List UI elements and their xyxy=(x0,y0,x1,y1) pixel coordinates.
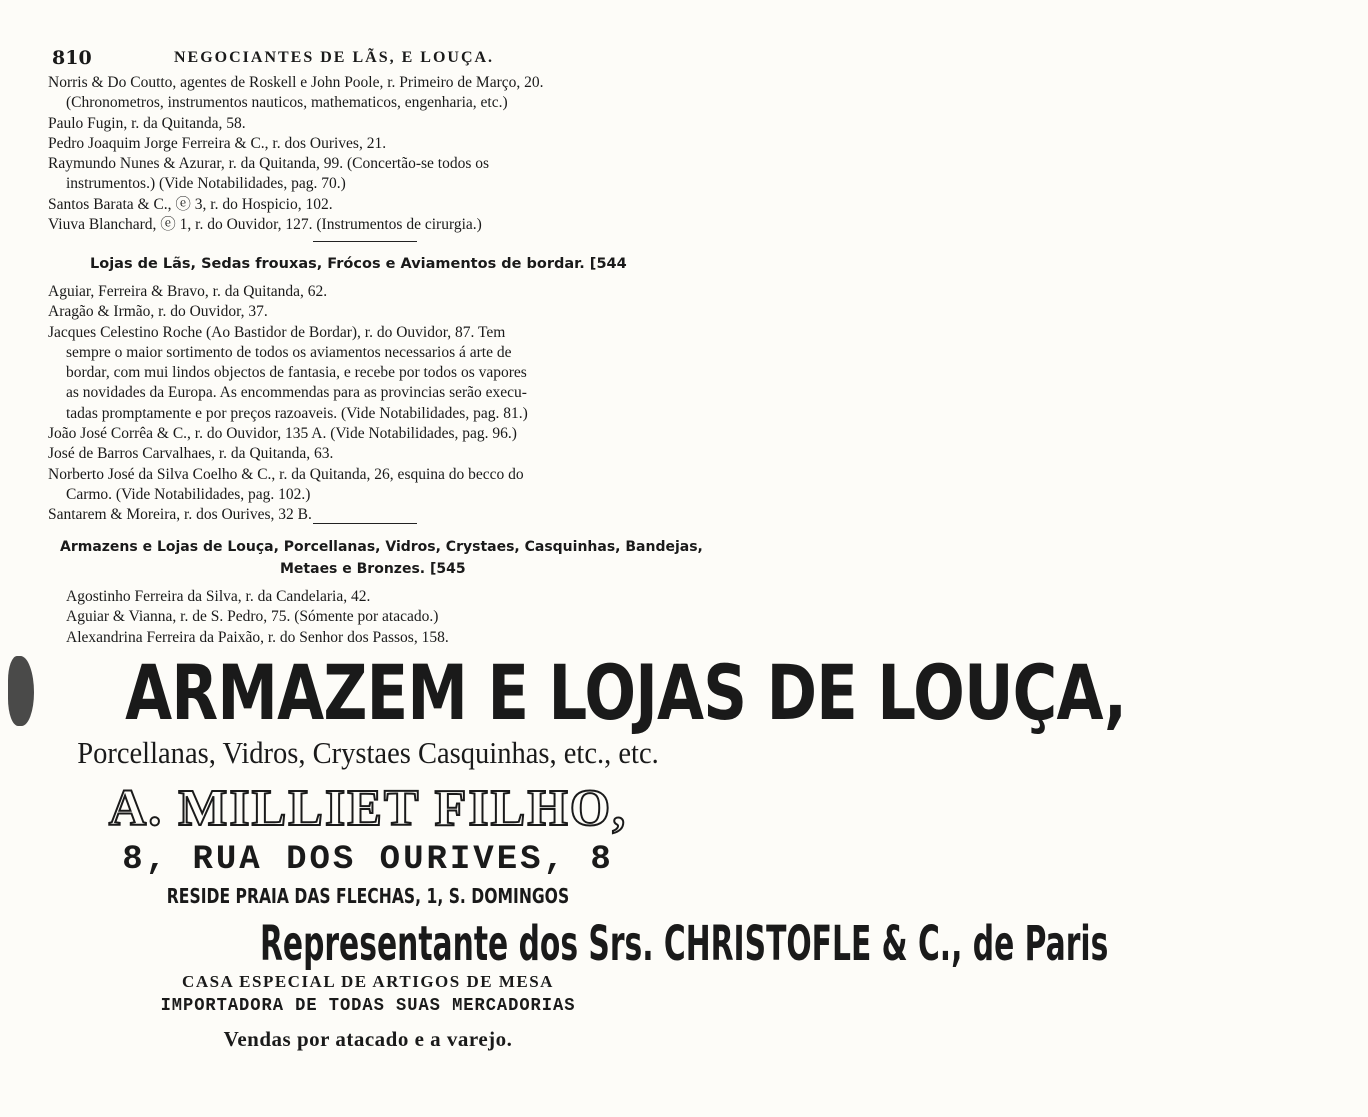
directory-entry-line: Jacques Celestino Roche (Ao Bastidor de Bordar), r. do Ouvidor, 87. Tem xyxy=(48,323,506,341)
page-number: 810 xyxy=(52,47,92,69)
directory-entry-line: Viuva Blanchard, ⓔ 1, r. do Ouvidor, 127. (Instrumentos de cirurgia.) xyxy=(48,216,482,234)
advertisement-importer: IMPORTADORA DE TODAS SUAS MERCADORIAS xyxy=(160,996,576,1016)
directory-entry-line: (Chronometros, instrumentos nauticos, mathematicos, engenharia, etc.) xyxy=(66,94,508,112)
directory-entry-line: Pedro Joaquim Jorge Ferreira & C., r. dos Ourives, 21. xyxy=(48,134,387,152)
directory-entry-line: as novidades da Europa. As encommendas para as provincias serão execu- xyxy=(66,384,527,402)
directory-entry-line: Aragão & Irmão, r. do Ouvidor, 37. xyxy=(48,303,268,321)
running-title: NEGOCIANTES DE LÃS, E LOUÇA. xyxy=(174,49,495,66)
directory-entry-line: Norberto José da Silva Coelho & C., r. da Quitanda, 26, esquina do becco do xyxy=(48,465,524,483)
directory-entry-line: Aguiar & Vianna, r. de S. Pedro, 75. (Sómente por atacado.) xyxy=(66,608,439,626)
china-shops-list xyxy=(48,587,698,648)
advertisement-speciality: CASA ESPECIAL DE ARTIGOS DE MESA xyxy=(182,972,554,991)
directory-entry-line: Aguiar, Ferreira & Bravo, r. da Quitanda, 62. xyxy=(48,283,328,300)
directory-entry-line: Raymundo Nunes & Azurar, r. da Quitanda, 99. (Concertão-se todos os xyxy=(48,155,490,173)
directory-entry-line: Alexandrina Ferreira da Paixão, r. do Senhor dos Passos, 158. xyxy=(66,628,449,646)
section-title-china-shops: Armazens e Lojas de Louça, Porcellanas, Vidros, Crystaes, Casquinhas, Bandejas, xyxy=(60,539,703,555)
advertisement-representative: Representante dos Srs. CHRISTOFLE & C., de Paris xyxy=(259,916,1109,972)
directory-entry-line: João José Corrêa & C., r. do Ouvidor, 135 A. (Vide Notabilidades, pag. 96.) xyxy=(48,425,517,443)
directory-entry-line: Carmo. (Vide Notabilidades, pag. 102.) xyxy=(66,485,311,503)
advertisement-address: 8, RUA DOS OURIVES, 8 xyxy=(122,841,614,879)
section-title-china-shops-continued: Metaes e Bronzes. [545 xyxy=(280,561,466,577)
instrument-dealers-list xyxy=(48,73,698,235)
directory-entry-line: Norris & Do Coutto, agentes de Roskell e John Poole, r. Primeiro de Março, 20. xyxy=(48,74,544,91)
directory-entry-line: sempre o maior sortimento de todos os aviamentos necessarios á arte de xyxy=(66,343,512,361)
directory-entry-line: José de Barros Carvalhaes, r. da Quitanda, 63. xyxy=(48,445,334,463)
section-divider xyxy=(313,523,417,524)
advertisement-residence: RESIDE PRAIA DAS FLECHAS, 1, S. DOMINGOS xyxy=(166,884,570,908)
directory-entry-line: Santos Barata & C., ⓔ 3, r. do Hospicio, 102. xyxy=(48,195,333,213)
directory-entry-line: Agostinho Ferreira da Silva, r. da Candelaria, 42. xyxy=(66,588,371,605)
section-divider xyxy=(313,241,417,242)
wool-shops-list xyxy=(48,282,698,526)
advertisement-firm-name: A. MILLIET FILHO, xyxy=(108,780,628,837)
advertisement-title: ARMAZEM E LOJAS DE LOUÇA, xyxy=(125,648,1127,737)
directory-entry-line: tadas promptamente e por preços razoaveis. (Vide Notabilidades, pag. 81.) xyxy=(66,404,528,422)
page-header xyxy=(52,47,692,71)
directory-entry-line: instrumentos.) (Vide Notabilidades, pag. 70.) xyxy=(66,175,346,193)
directory-entry-line: Santarem & Moreira, r. dos Ourives, 32 B. xyxy=(48,506,312,524)
directory-entry-line: Paulo Fugin, r. da Quitanda, 58. xyxy=(48,114,246,132)
advertisement-sales: Vendas por atacado e a varejo. xyxy=(223,1027,513,1051)
advertisement-subtitle: Porcellanas, Vidros, Crystaes Casquinhas, etc., etc. xyxy=(77,735,659,770)
directory-entry-line: bordar, com mui lindos objectos de fantasia, e recebe por todos os vapores xyxy=(66,364,527,382)
section-title-wool-shops: Lojas de Lãs, Sedas frouxas, Frócos e Aviamentos de bordar. [544 xyxy=(90,256,627,272)
